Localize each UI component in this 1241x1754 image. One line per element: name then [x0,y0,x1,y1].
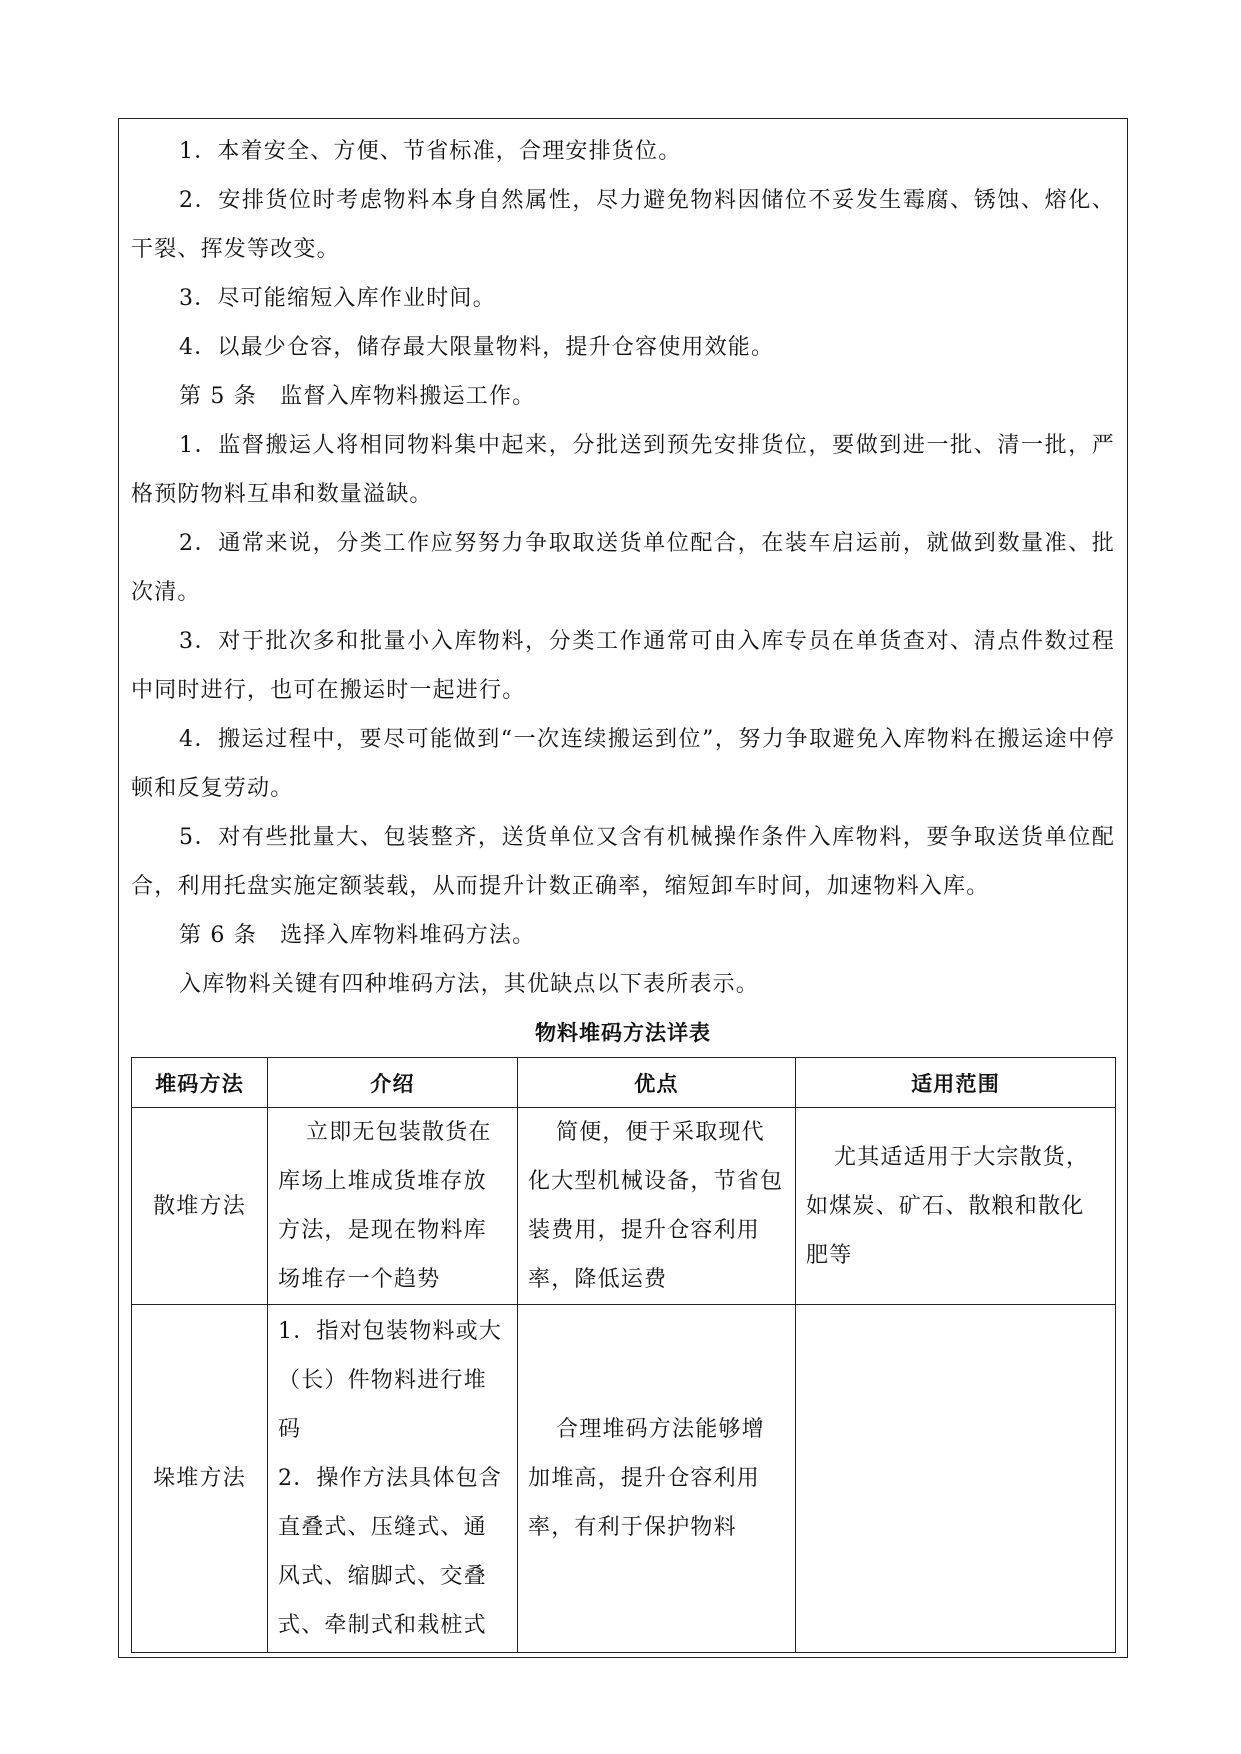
table-intro: 入库物料关键有四种堆码方法，其优缺点以下表所表示。 [179,972,760,997]
stacking-methods-table [131,1057,1116,1653]
paragraph-1: 1．本着安全、方便、节省标准，合理安排货位。 [179,139,682,164]
cell-intro-text: 立即无包装散货在库场上堆成货堆存放方法，是现在物料库场堆存一个趋势 [278,1120,492,1292]
cell-scope [796,1108,1116,1305]
paragraph-5-2: 2．通常来说，分类工作应努努力争取取送货单位配合，在装车启运前，就做到数量准、批次清。 [131,531,1115,605]
paragraph-3: 3．尽可能缩短入库作业时间。 [179,286,496,311]
header-advantages: 优点 [518,1058,796,1108]
cell-advantages-text: 合理堆码方法能够增加堆高，提升仓容利用率，有利于保护物料 [528,1417,765,1540]
cell-advantages [518,1305,796,1653]
paragraph-5-3: 3．对于批次多和批量小入库物料，分类工作通常可由入库专员在单货查对、清点件数过程中同时进行，也可在搬运时一起进行。 [131,629,1115,703]
cell-intro-item-2: 2．操作方法具体包含直叠式、压缝式、通风式、缩脚式、交叠式、牵制式和栽桩式 [278,1466,502,1638]
cell-intro-item-1: 1．指对包装物料或大（长）件物料进行堆码 [278,1319,502,1442]
header-method: 堆码方法 [132,1058,268,1108]
table-row [132,1305,1116,1653]
cell-method: 垛堆方法 [132,1305,268,1653]
table-row [132,1108,1116,1305]
table-header-row [132,1058,1116,1108]
cell-advantages [518,1108,796,1305]
paragraph-5-4: 4．搬运过程中，要尽可能做到“一次连续搬运到位”，努力争取避免入库物料在搬运途中停顿和反复劳动。 [131,727,1115,801]
paragraph-2: 2．安排货位时考虑物料本身自然属性，尽力避免物料因储位不妥发生霉腐、锈蚀、熔化、干裂、挥发等改变。 [131,188,1115,262]
cell-scope [796,1305,1116,1653]
table-title: 物料堆码方法详表 [535,1021,711,1045]
document-frame [118,118,1128,1658]
paragraph-5-5: 5．对有些批量大、包装整齐，送货单位又含有机械操作条件入库物料，要争取送货单位配合，利用托盘实施定额装载，从而提升计数正确率，缩短卸车时间，加速物料入库。 [131,825,1115,899]
cell-intro [268,1108,518,1305]
cell-method: 散堆方法 [132,1108,268,1305]
cell-advantages-text: 简便，便于采取现代化大型机械设备，节省包装费用，提升仓容利用率，降低运费 [528,1120,784,1292]
cell-scope-text: 尤其适适用于大宗散货，如煤炭、矿石、散粮和散化肥等 [806,1144,1090,1268]
header-scope: 适用范围 [796,1058,1116,1108]
cell-intro [268,1305,518,1653]
header-intro: 介绍 [268,1058,518,1108]
document-content [131,127,1115,1653]
article-5-heading: 第 5 条 监督入库物料搬运工作。 [179,384,536,409]
paragraph-4: 4．以最少仓容，储存最大限量物料，提升仓容使用效能。 [179,335,775,360]
article-6-heading: 第 6 条 选择入库物料堆码方法。 [179,923,536,948]
paragraph-5-1: 1．监督搬运人将相同物料集中起来，分批送到预先安排货位，要做到进一批、清一批，严格预防物料互串和数量溢缺。 [131,433,1115,507]
